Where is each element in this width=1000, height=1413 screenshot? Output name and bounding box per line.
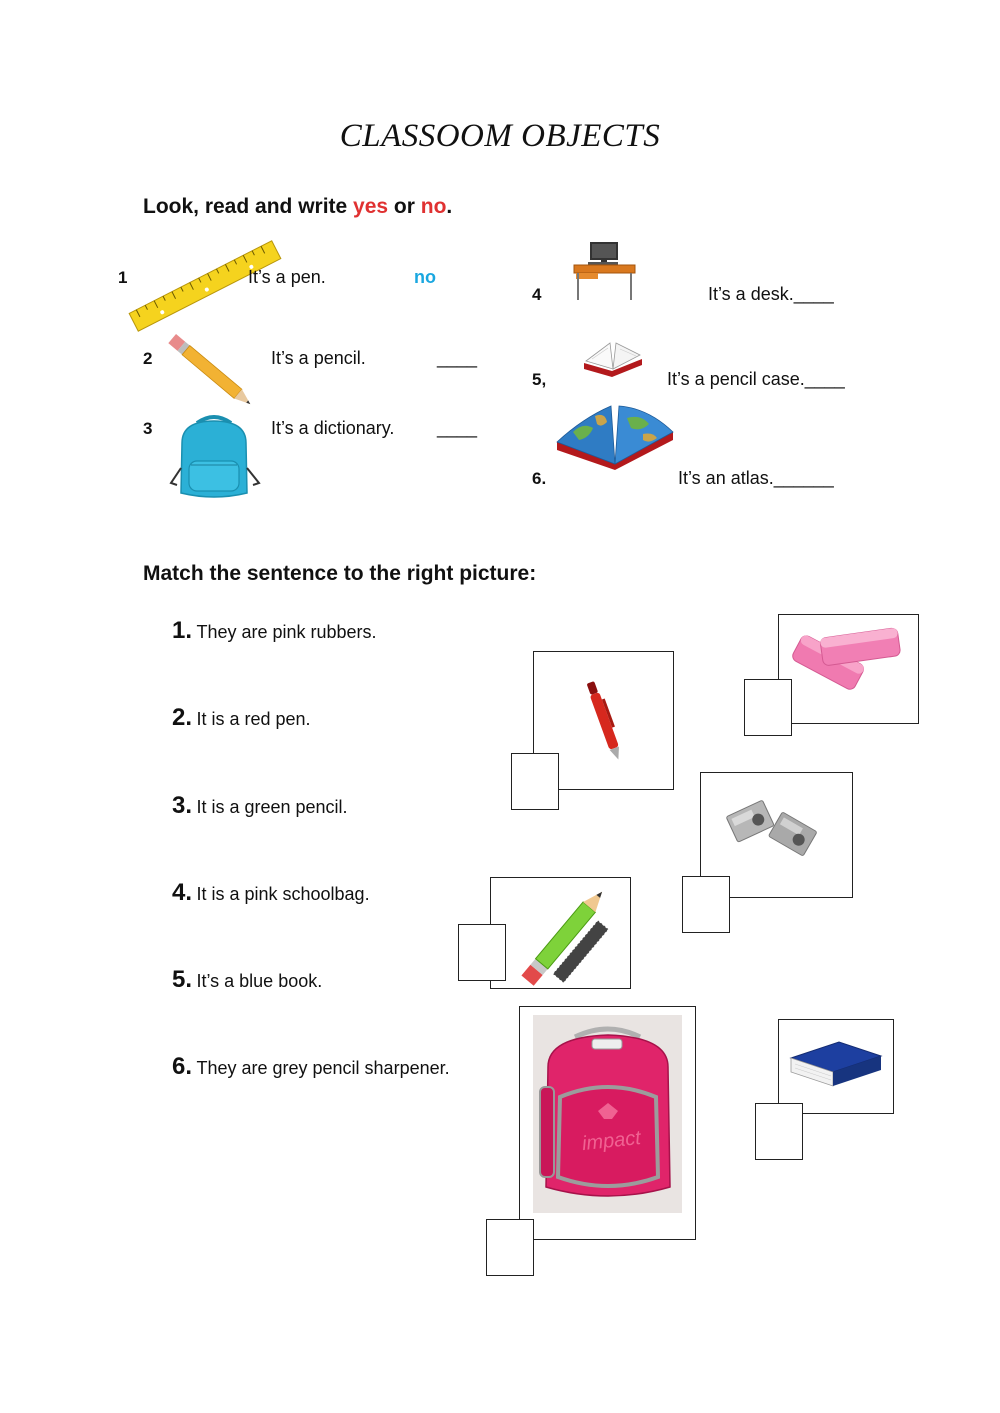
match-sentence-4 [172, 879, 370, 907]
item-3-text: It’s a dictionary. [271, 418, 395, 438]
instruction-yes: yes [353, 195, 389, 218]
pink-erasers-icon [779, 615, 918, 723]
match-sentence-5 [172, 966, 322, 994]
page-title: CLASSOOM OBJECTS [339, 118, 661, 154]
instruction-prefix: Look, read and write [143, 195, 354, 218]
item-4-text: It’s a desk.____ [708, 284, 834, 304]
match-text: It is a red pen. [196, 709, 311, 729]
instruction-or: or [388, 195, 421, 218]
atlas-icon [553, 398, 675, 470]
desk-icon [572, 240, 637, 302]
item-2-answer[interactable]: ____ [437, 348, 478, 368]
instruction-no: no [420, 195, 447, 218]
picture-pink-erasers [778, 614, 919, 724]
section2-instruction: Match the sentence to the right picture: [143, 562, 537, 585]
item-1-answer[interactable]: no [414, 267, 436, 287]
answer-box-red-pen[interactable] [511, 753, 559, 810]
pencil-icon [162, 330, 262, 415]
picture-pink-schoolbag [519, 1006, 696, 1240]
match-text: It is a green pencil. [196, 797, 348, 817]
answer-box-green-pencil[interactable] [458, 924, 506, 981]
item-6-number: 6. [532, 469, 547, 488]
item-5-text: It’s a pencil case.____ [667, 369, 845, 389]
picture-green-pencil [490, 877, 631, 989]
match-number: 6. [172, 1053, 193, 1080]
match-text: It’s a blue book. [196, 971, 323, 991]
answer-box-pink-erasers[interactable] [744, 679, 792, 736]
backpack-icon [167, 413, 262, 503]
green-pencil-icon [491, 878, 630, 988]
match-text: They are pink rubbers. [196, 622, 377, 642]
answer-box-pink-schoolbag[interactable] [486, 1219, 534, 1276]
item-1-text: It’s a pen. [248, 267, 326, 287]
match-sentence-6 [172, 1053, 450, 1081]
match-sentence-3 [172, 792, 348, 820]
match-sentence-2 [172, 704, 311, 732]
match-sentence-1 [172, 617, 377, 645]
item-3-answer[interactable]: ____ [437, 418, 478, 438]
match-number: 1. [172, 617, 193, 644]
match-number: 3. [172, 792, 193, 819]
item-6-text: It’s an atlas.______ [678, 468, 834, 488]
blue-book-icon [779, 1020, 893, 1113]
match-text: It is a pink schoolbag. [196, 884, 370, 904]
match-number: 2. [172, 704, 193, 731]
item-5-number: 5, [532, 370, 547, 389]
answer-box-sharpeners[interactable] [682, 876, 730, 933]
svg-text:impact: impact [580, 1127, 642, 1156]
section1-instruction [143, 195, 452, 219]
match-number: 4. [172, 879, 193, 906]
item-3-number: 3 [143, 419, 153, 438]
instruction-period: . [446, 195, 453, 218]
item-2-text: It’s a pencil. [271, 348, 366, 368]
item-4-number: 4 [532, 285, 542, 304]
pink-schoolbag-icon [520, 1007, 695, 1239]
answer-box-blue-book[interactable] [755, 1103, 803, 1160]
match-text: They are grey pencil sharpener. [196, 1058, 450, 1078]
picture-blue-book [778, 1019, 894, 1114]
item-1-number: 1 [118, 268, 128, 287]
open-book-icon [582, 333, 644, 381]
match-number: 5. [172, 966, 193, 993]
item-2-number: 2 [143, 349, 153, 368]
